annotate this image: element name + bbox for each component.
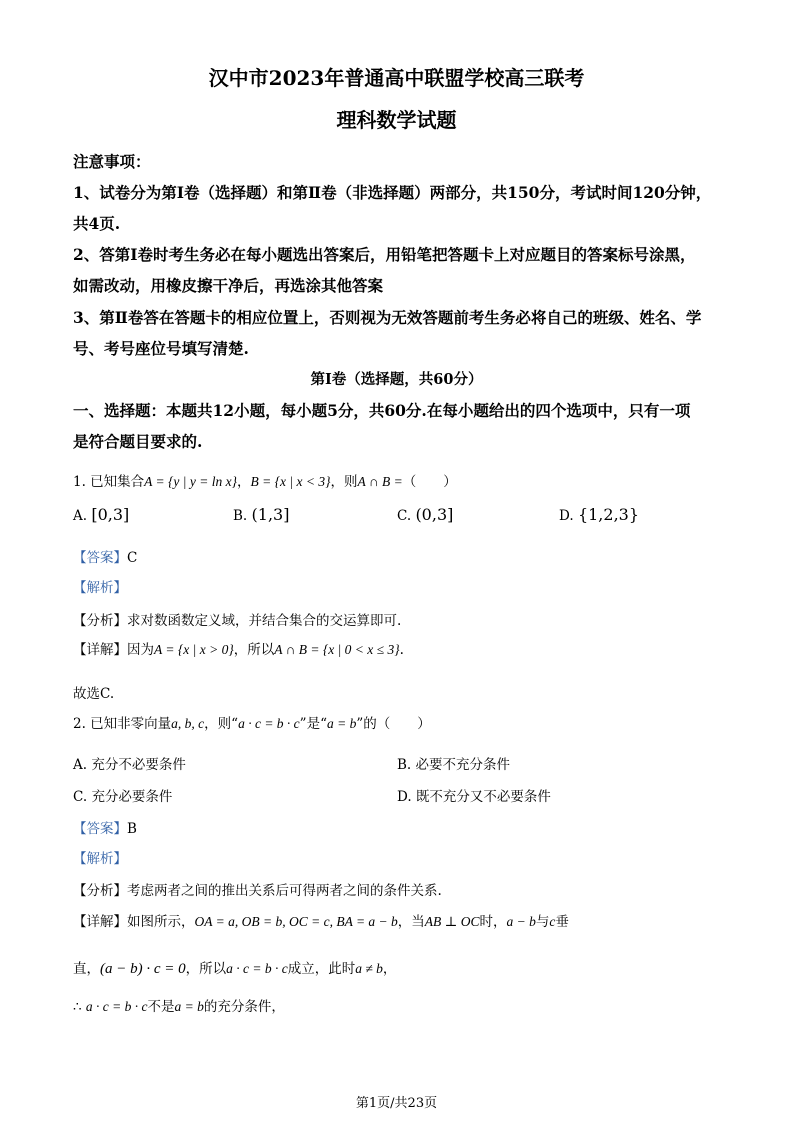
- page-footer: 第1页/共23页: [355, 1096, 438, 1111]
- q2-fenxi: 【分析】考虑两者之间的推出关系后可得两者之间的条件关系.: [73, 883, 442, 899]
- q2-option-b: B. 必要不充分条件: [397, 757, 511, 773]
- notice-item-1: 1、试卷分为第Ⅰ卷（选择题）和第Ⅱ卷（非选择题）两部分，共150分，考试时间120分钟，: [73, 183, 712, 202]
- q1-conclusion: 故选C.: [73, 686, 115, 702]
- q1-detail: 【详解】因为A = {x | x > 0}，所以A ∩ B = {x | 0 < x ≤ 3}.: [73, 642, 404, 658]
- notice-heading: 注意事项：: [73, 152, 151, 171]
- q2-detail-line3: ∴ a · c = b · c不是a = b的充分条件，: [73, 999, 285, 1015]
- q1-option-d: D. {1,2,3}: [559, 505, 640, 524]
- notice-item-1-cont: 共4页.: [73, 214, 121, 233]
- q1-answer: 【答案】C: [73, 550, 138, 566]
- section-intro-cont: 是符合题目要求的.: [73, 432, 203, 451]
- notice-item-3: 3、第Ⅱ卷答在答题卡的相应位置上，否则视为无效答题前考生务必将自己的班级、姓名、学: [73, 308, 702, 327]
- q1-stem: 1. 已知集合A = {y | y = ln x}，B = {x | x < 3}，则A ∩ B =（ ）: [73, 474, 457, 490]
- q1-option-a: A. [0,3]: [73, 505, 130, 524]
- q1-fenxi: 【分析】求对数函数定义域，并结合集合的交运算即可.: [73, 613, 402, 629]
- q2-answer: 【答案】B: [73, 821, 137, 837]
- notice-item-2-cont: 如需改动，用橡皮擦干净后，再选涂其他答案: [73, 276, 384, 295]
- section-heading: 第Ⅰ卷（选择题，共60分）: [310, 371, 483, 388]
- notice-item-3-cont: 号、考号座位号填写清楚.: [73, 339, 249, 358]
- q2-stem: 2. 已知非零向量a, b, c，则“a · c = b · c”是“a = b”的（ ）: [73, 716, 431, 732]
- q2-detail-line1: 【详解】如图所示，OA = a, OB = b, OC = c, BA = a − b，当AB ⊥ OC时，a − b与c垂: [73, 914, 569, 930]
- page-subtitle: 理科数学试题: [336, 108, 457, 132]
- q1-option-b: B. (1,3]: [233, 505, 290, 524]
- q1-set-a: A = {y | y = ln x}: [144, 474, 238, 489]
- q1-option-c: C. (0,3]: [397, 505, 454, 524]
- notice-item-2: 2、答第Ⅰ卷时考生务必在每小题选出答案后，用铅笔把答题卡上对应题目的答案标号涂黑，: [73, 245, 696, 264]
- q1-analysis-tag: 【解析】: [73, 580, 127, 596]
- section-intro: 一、选择题：本题共12小题，每小题5分，共60分.在每小题给出的四个选项中，只有一项: [73, 401, 691, 420]
- q2-option-d: D. 既不充分又不必要条件: [397, 789, 551, 805]
- q1-expr: A ∩ B =: [357, 474, 403, 489]
- q2-option-c: C. 充分必要条件: [73, 789, 173, 805]
- q2-detail-line2: 直，(a − b) · c = 0，所以a · c = b · c成立，此时a ≠ b，: [73, 961, 397, 977]
- q2-option-a: A. 充分不必要条件: [73, 757, 186, 773]
- q2-analysis-tag: 【解析】: [73, 851, 127, 867]
- q1-set-b: B = {x | x < 3}: [250, 474, 331, 489]
- page-title: 汉中市2023年普通高中联盟学校高三联考: [208, 66, 585, 90]
